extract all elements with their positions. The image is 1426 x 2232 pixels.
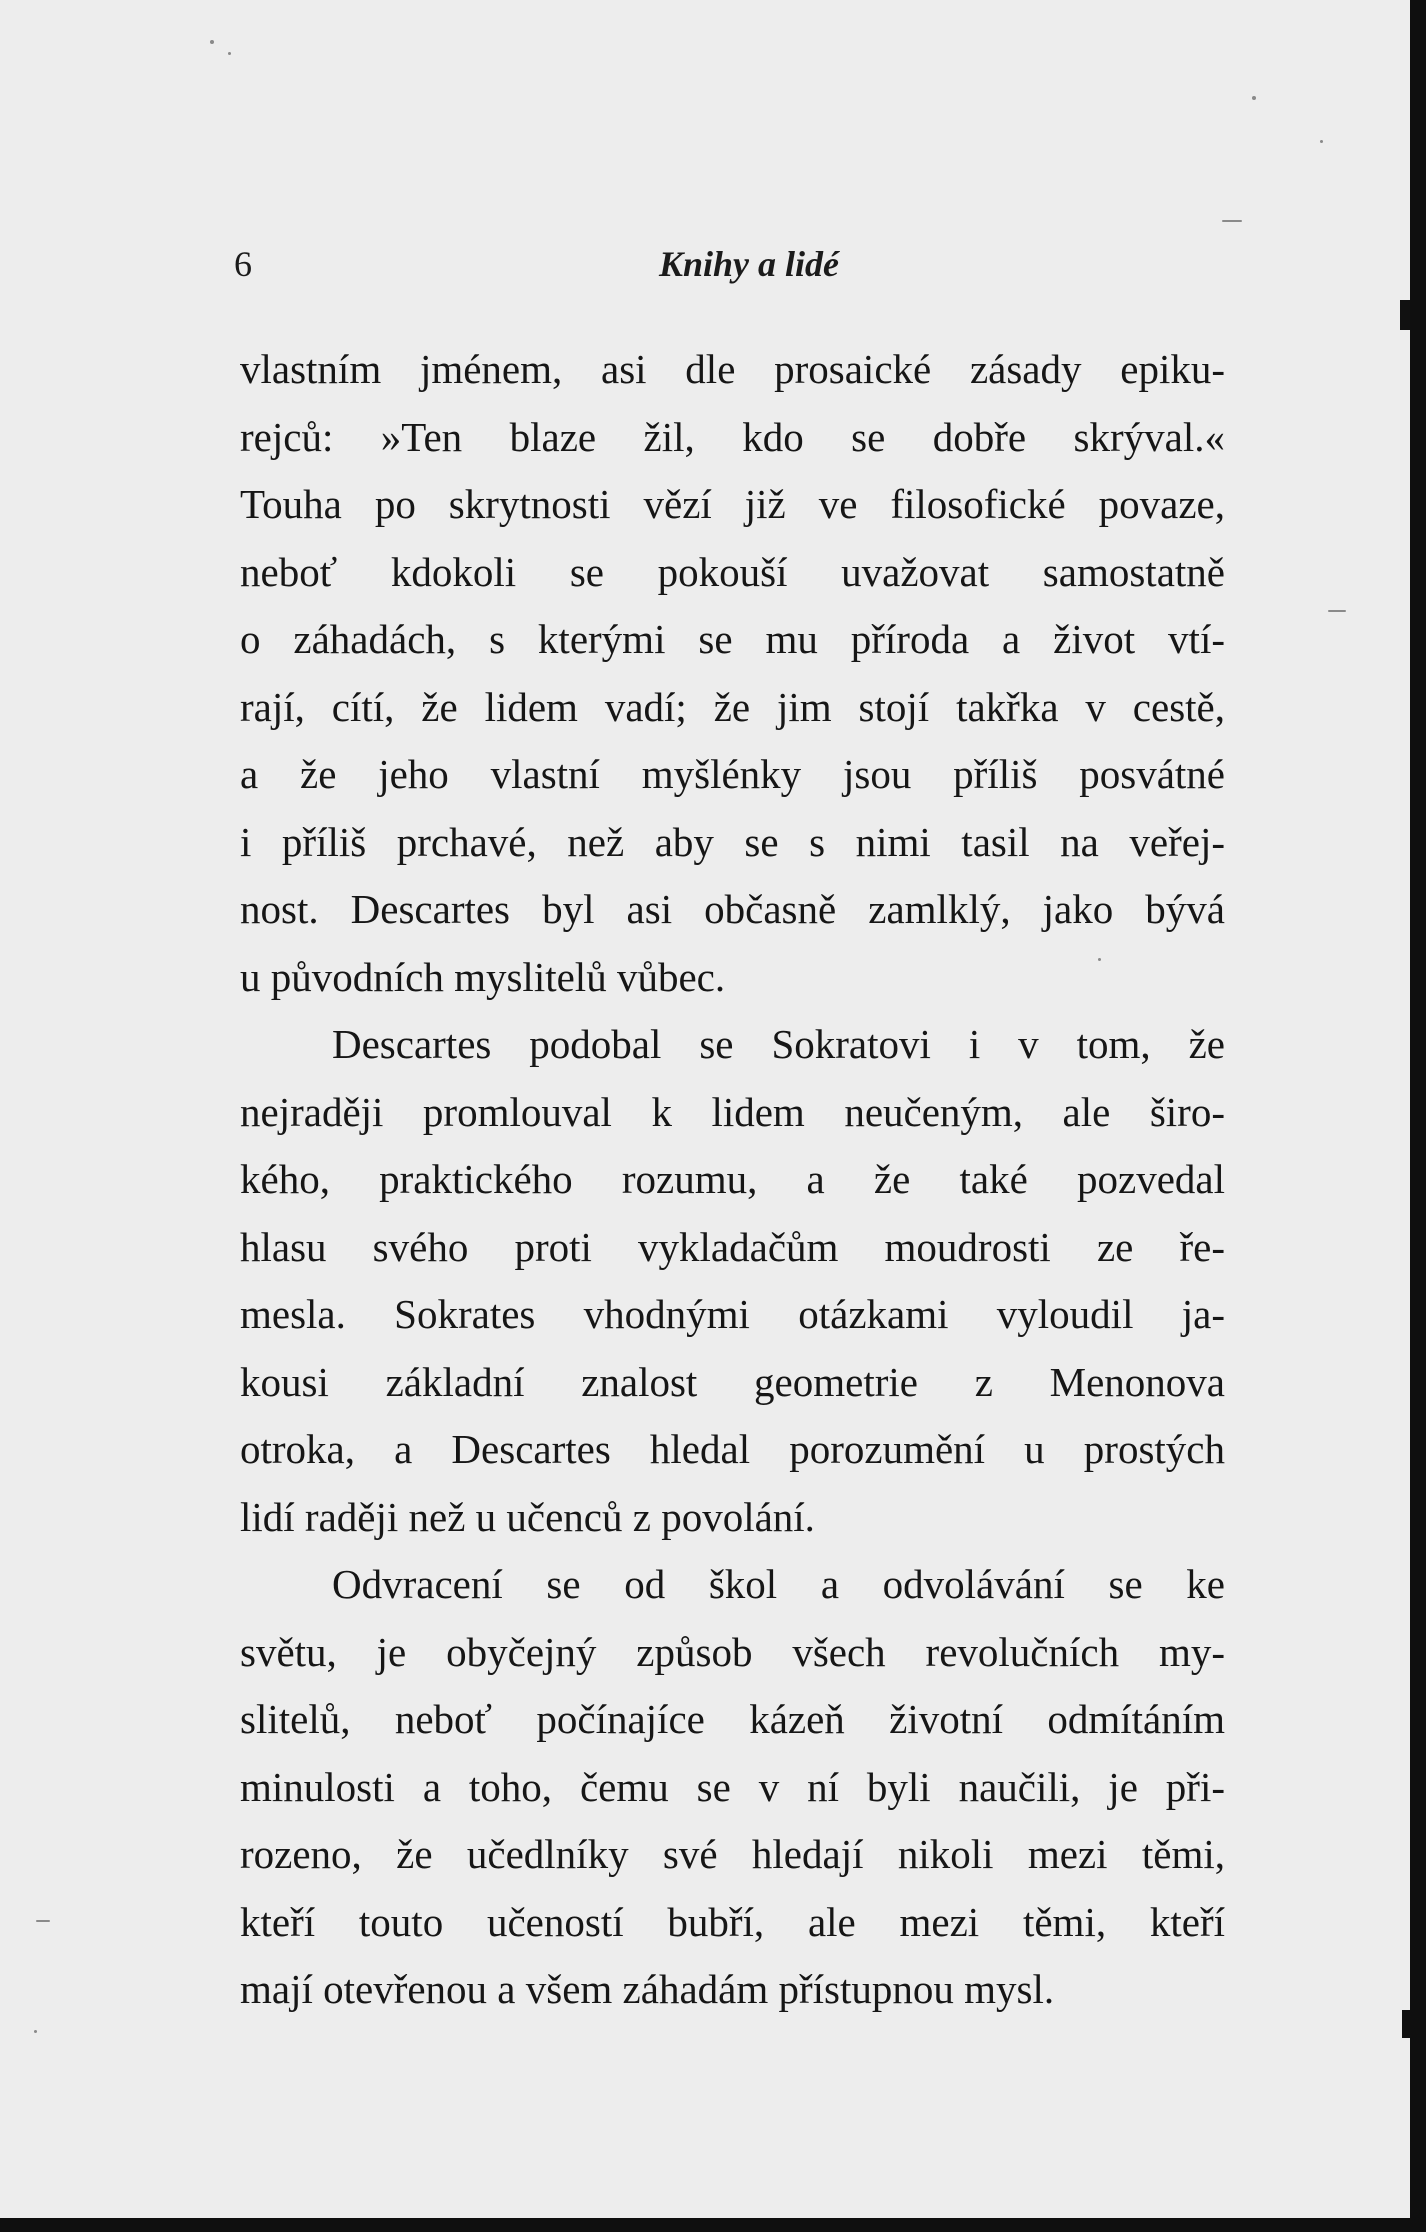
text-line: kého, praktického rozumu, a že také pozvedal bbox=[240, 1156, 1225, 1202]
text-line: rozeno, že učedlníky své hledají nikoli mezi těmi, bbox=[240, 1831, 1225, 1877]
text-line: u původních myslitelů vůbec. bbox=[240, 953, 726, 1000]
running-title: Knihy a lidé bbox=[658, 244, 840, 284]
scan-speck bbox=[1222, 220, 1242, 222]
text-line: i příliš prchavé, než aby se s nimi tasil na veřej- bbox=[240, 818, 1225, 865]
text-line: minulosti a toho, čemu se v ní byli naučili, je při- bbox=[240, 1763, 1225, 1810]
text-line: nost. Descartes byl asi občasně zamlklý, jako bývá bbox=[240, 886, 1225, 932]
body-text bbox=[240, 336, 1225, 2024]
paragraph-start-line: Descartes podobal se Sokratovi i v tom, že bbox=[332, 1021, 1225, 1067]
text-line: světu, je obyčejný způsob všech revolučních my- bbox=[240, 1628, 1225, 1675]
scan-speck bbox=[36, 1920, 50, 1922]
text-line: o záhadách, s kterými se mu příroda a život vtí- bbox=[240, 616, 1225, 662]
scan-speck bbox=[1328, 610, 1346, 612]
text-line: kousi základní znalost geometrie z Menonova bbox=[240, 1358, 1225, 1405]
page-number: 6 bbox=[234, 244, 252, 284]
text-line: rají, cítí, že lidem vadí; že jim stojí takřka v cestě, bbox=[240, 683, 1225, 730]
text-line: nejraději promlouval k lidem neučeným, ale širo- bbox=[240, 1088, 1225, 1135]
scan-speck bbox=[1252, 96, 1256, 100]
scan-speck bbox=[210, 40, 214, 44]
scan-speck bbox=[228, 52, 231, 55]
text-line: kteří touto učeností bubří, ale mezi těmi, kteří bbox=[240, 1898, 1225, 1945]
scan-edge-bottom bbox=[0, 2218, 1426, 2232]
scan-speck bbox=[34, 2030, 37, 2033]
paragraph-start-line: Odvracení se od škol a odvolávání se ke bbox=[332, 1561, 1225, 1607]
text-line: hlasu svého proti vykladačům moudrosti ze ře- bbox=[240, 1223, 1225, 1270]
text-line: otroka, a Descartes hledal porozumění u prostých bbox=[240, 1426, 1225, 1472]
text-line: slitelů, neboť počínajíce kázeň životní odmítáním bbox=[240, 1696, 1225, 1742]
text-line: neboť kdokoli se pokouší uvažovat samostatně bbox=[240, 548, 1225, 595]
scan-edge-right bbox=[1410, 0, 1426, 2232]
page-header bbox=[234, 243, 1224, 293]
text-line: lidí raději než u učenců z povolání. bbox=[240, 1493, 815, 1540]
scan-edge-mark bbox=[1400, 300, 1410, 330]
text-line: Touha po skrytnosti vězí již ve filosofické povaze, bbox=[240, 481, 1225, 527]
text-line: vlastním jménem, asi dle prosaické zásady epiku- bbox=[240, 346, 1225, 392]
scan-speck bbox=[1320, 140, 1323, 143]
text-line: a že jeho vlastní myšlénky jsou příliš posvátné bbox=[240, 751, 1225, 797]
scan-edge-mark bbox=[1402, 2010, 1410, 2038]
text-line: rejců: »Ten blaze žil, kdo se dobře skrýval.« bbox=[240, 413, 1225, 460]
text-line: mají otevřenou a všem záhadám přístupnou mysl. bbox=[240, 1966, 1055, 2012]
text-line: mesla. Sokrates vhodnými otázkami vyloudil ja- bbox=[240, 1291, 1225, 1337]
scan-speck bbox=[1098, 958, 1101, 961]
